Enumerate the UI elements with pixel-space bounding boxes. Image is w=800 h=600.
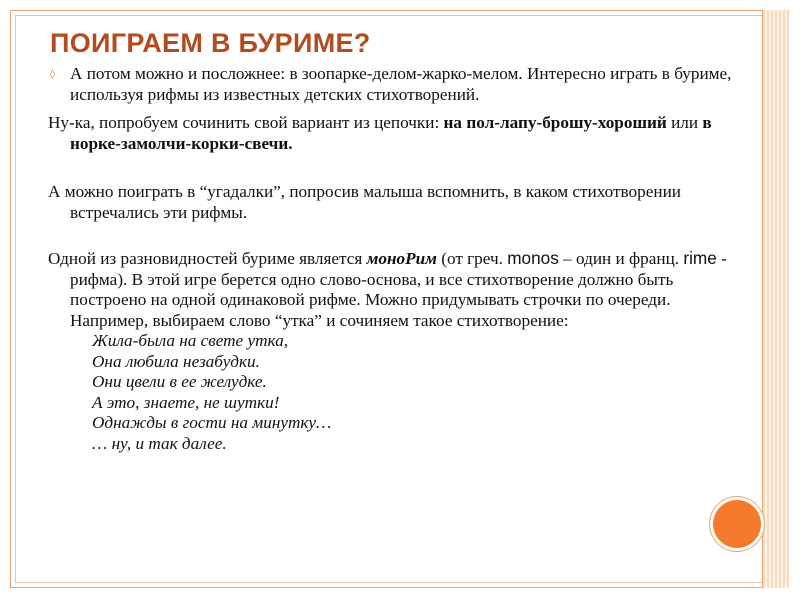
poem-line: А это, знаете, не шутки!	[92, 392, 280, 412]
poem-line: … ну, и так далее.	[92, 433, 227, 453]
poem-line: Она любила незабудки.	[92, 351, 260, 371]
rhyme-chain-2: в норке-замолчи-корки-свечи.	[70, 113, 712, 153]
paragraph-4-a: (от греч.	[436, 249, 508, 268]
poem-line: Однажды в гости на минутку…	[92, 413, 332, 432]
decorative-circle	[713, 500, 761, 548]
decorative-stripe	[762, 10, 789, 588]
paragraph-4	[48, 248, 753, 454]
paragraph-4-start: Одной из разновидностей буриме является	[48, 249, 367, 268]
greek-word: monos	[507, 248, 559, 268]
term-monorim: моноРим	[366, 249, 437, 268]
slide-body	[48, 64, 753, 454]
poem-line: Они цвели в ее желудке.	[92, 372, 267, 391]
poem-line: Жила-была на свете утка,	[92, 331, 289, 350]
paragraph-4-c: - рифма). В этой игре берется одно слово-основа, и все стихотворение должно быть построено на одной одинаковой рифме. Можно придумывать строчки по очереди. Например, выбираем слово “утка” и сочиняем такое стихотворение:	[70, 249, 727, 330]
paragraph-4-b: – один и франц.	[558, 249, 684, 268]
paragraph-2-or: или	[666, 113, 703, 132]
rhyme-chain-1: на пол-лапу-брошу-хороший	[443, 113, 667, 132]
french-word: rime	[683, 248, 717, 268]
paragraph-2-text: Ну-ка, попробуем сочинить свой вариант из цепочки:	[48, 113, 444, 132]
paragraph-2	[48, 113, 753, 154]
paragraph-1-text: А потом можно и посложнее: в зоопарке-делом-жарко-мелом. Интересно играть в буриме, используя рифмы из известных детских стихотворений.	[70, 64, 732, 104]
paragraph-3-text: А можно поиграть в “угадалки”, попросив малыша вспомнить, в каком стихотворении встречались эти рифмы.	[48, 182, 681, 222]
paragraph-1	[48, 64, 753, 105]
paragraph-3	[48, 182, 753, 223]
diamond-bullet-icon: ◊	[50, 69, 55, 80]
slide-title: ПОИГРАЕМ В БУРИМЕ?	[50, 28, 371, 58]
